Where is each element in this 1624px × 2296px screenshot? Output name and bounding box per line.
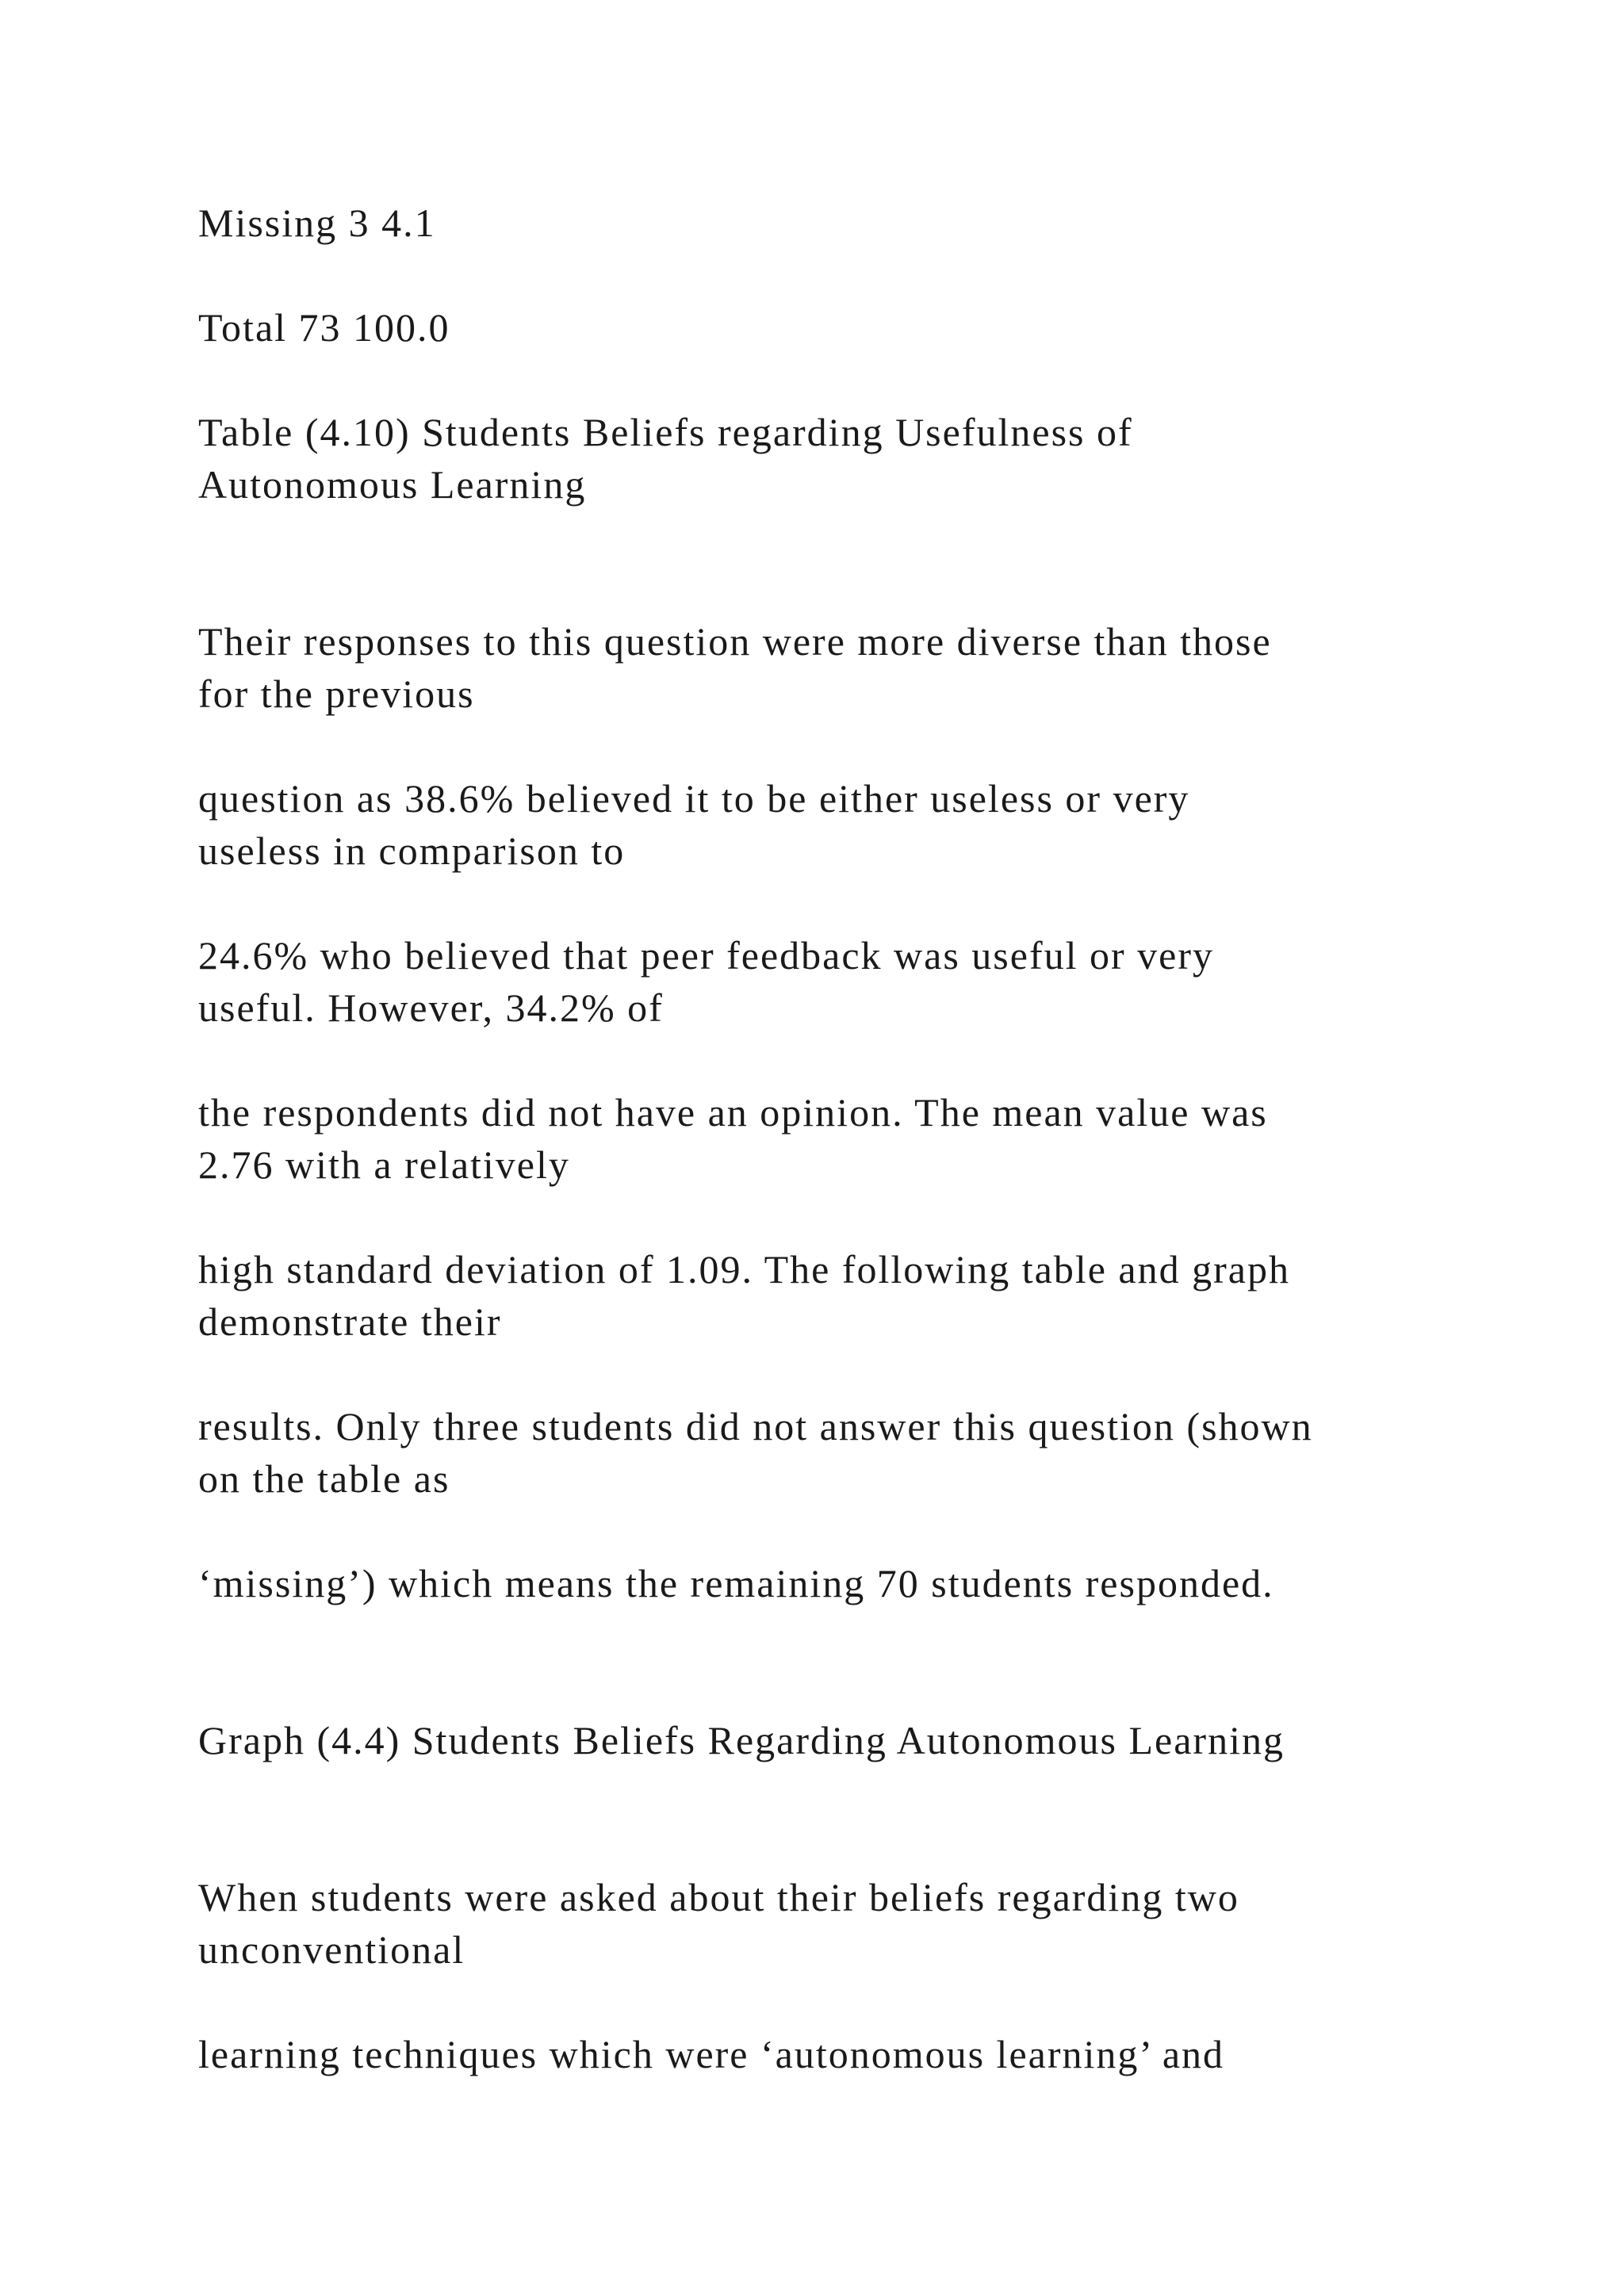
paragraph-line: Their responses to this question were more diverse than those — [198, 619, 1272, 664]
graph-caption: Graph (4.4) Students Beliefs Regarding Autonomous Learning — [198, 1718, 1285, 1762]
paragraph-line: demonstrate their — [198, 1299, 502, 1344]
paragraph-line: for the previous — [198, 672, 475, 716]
paragraph-line: 24.6% who believed that peer feedback was useful or very — [198, 933, 1214, 978]
paragraph-line: ‘missing’) which means the remaining 70 students responded. — [198, 1561, 1274, 1605]
paragraph-line: the respondents did not have an opinion. The mean value was — [198, 1090, 1268, 1135]
paragraph-line: results. Only three students did not answer this question (shown — [198, 1404, 1313, 1448]
paragraph-line: on the table as — [198, 1456, 450, 1501]
paragraph-line: high standard deviation of 1.09. The following table and graph — [198, 1247, 1290, 1292]
table-row-missing: Missing 3 4.1 — [198, 201, 436, 245]
paragraph-line: useful. However, 34.2% of — [198, 985, 664, 1030]
paragraph-line: When students were asked about their beliefs regarding two — [198, 1875, 1239, 1919]
paragraph-line: useless in comparison to — [198, 828, 626, 873]
paragraph-line: question as 38.6% believed it to be either useless or very — [198, 776, 1190, 821]
paragraph-line: unconventional — [198, 1927, 465, 1972]
table-caption-line-1: Table (4.10) Students Beliefs regarding Usefulness of — [198, 410, 1133, 454]
table-row-total: Total 73 100.0 — [198, 305, 450, 350]
paragraph-line: learning techniques which were ‘autonomous learning’ and — [198, 2032, 1225, 2076]
paragraph-line: 2.76 with a relatively — [198, 1142, 570, 1187]
table-caption-line-2: Autonomous Learning — [198, 462, 587, 507]
